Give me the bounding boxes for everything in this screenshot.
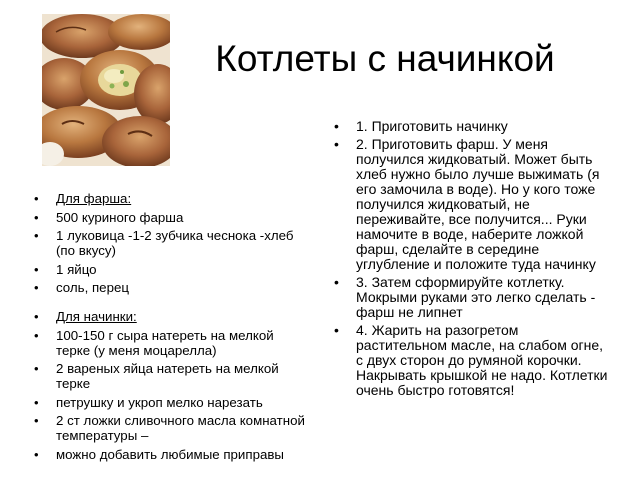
ingredient-item: • 1 яйцо <box>30 262 305 277</box>
filling-item: • 2 ст ложки сливочного масла комнатной температуры – <box>30 413 305 443</box>
steps-list <box>330 119 608 401</box>
step-item: • 3. Затем сформируйте котлетку. Мокрыми руками это легко сделать - фарш не липнет <box>330 275 608 320</box>
step-item: • 1. Приготовить начинку <box>330 119 608 134</box>
ingredient-item: • 500 куриного фарша <box>30 210 305 225</box>
ingredient-item: • соль, перец <box>30 280 305 295</box>
filling-item: • 2 вареных яйца натереть на мелкой терке <box>30 361 305 391</box>
filling-item: • петрушку и укроп мелко нарезать <box>30 395 305 410</box>
cutlets-photo-icon <box>42 14 170 166</box>
filling-heading-text: Для начинки: <box>56 309 137 324</box>
slide-title: Котлеты с начинкой <box>215 38 555 79</box>
step-item: • 2. Приготовить фарш. У меня получился жидковатый. Может быть хлеб нужно было лучше выжимать (я его замочила в воде). Но у кого тоже получился жидковатый, не переживайте, все получится... Руки намочите в воде, наберите ложкой фарш, сделайте в середине углубление и положите туда начинку <box>330 137 608 272</box>
filling-item: • можно добавить любимые приправы <box>30 447 305 462</box>
step-item: • 4. Жарить на разогретом растительном масле, на слабом огне, с двух сторон до румяной корочки. Накрывать крышкой не надо. Котлетки очень быстро готовятся! <box>330 323 608 398</box>
ingredient-item: • 1 луковица -1-2 зубчика чеснока -хлеб (по вкусу) <box>30 228 305 258</box>
filling-item: • 100-150 г сыра натереть на мелкой терке (у меня моцарелла) <box>30 328 305 358</box>
meat-heading-text: Для фарша: <box>56 191 132 206</box>
cutlets-photo <box>42 14 170 166</box>
meat-heading <box>30 191 305 206</box>
filling-heading <box>30 309 305 324</box>
ingredients-list <box>30 191 305 465</box>
